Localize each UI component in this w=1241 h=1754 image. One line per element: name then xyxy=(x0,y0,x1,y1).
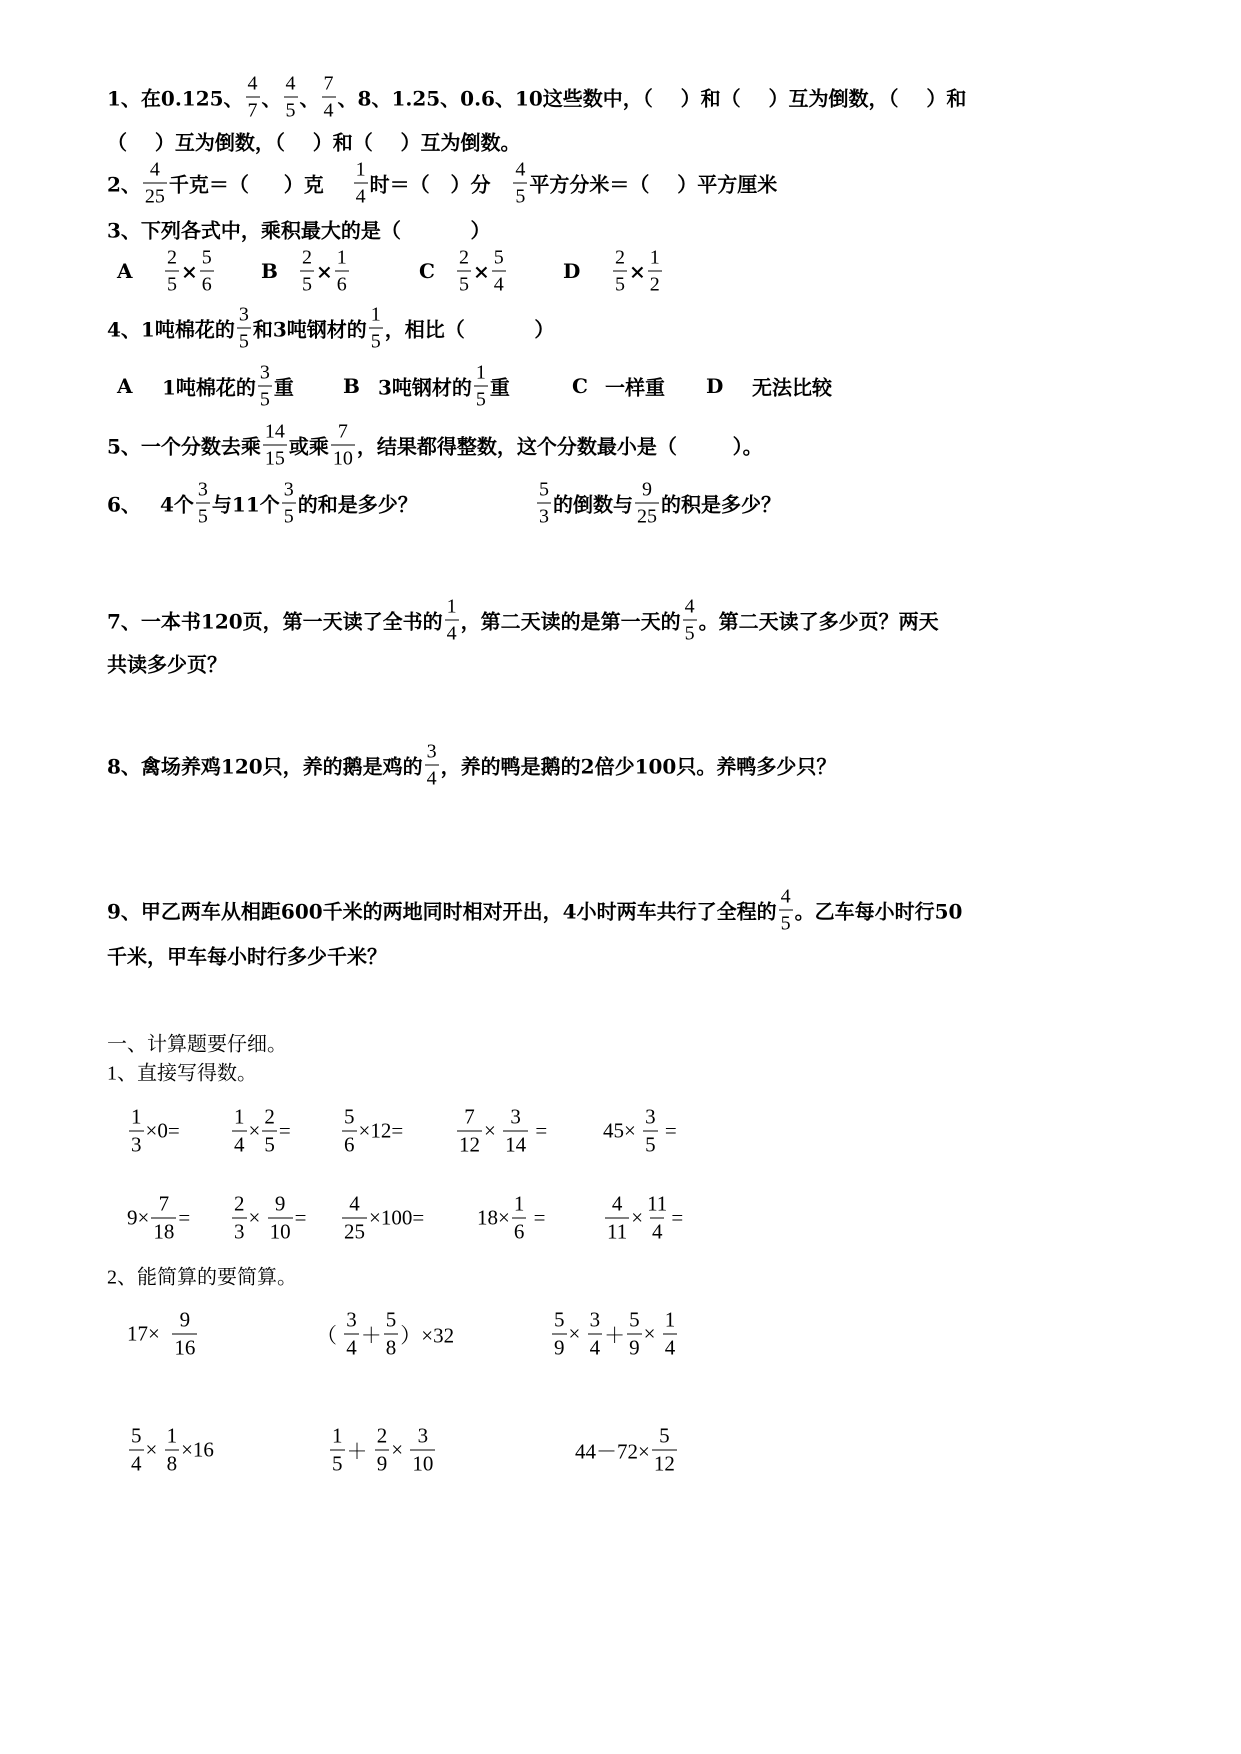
fraction xyxy=(588,1307,603,1360)
fraction xyxy=(605,1191,629,1244)
numerator: 4 xyxy=(611,1191,623,1216)
text-run: ）×32 xyxy=(400,1323,455,1347)
denominator: 5 xyxy=(457,271,471,295)
numerator: 2 xyxy=(167,246,177,269)
q6-item xyxy=(535,480,781,527)
numerator: 14 xyxy=(264,420,285,443)
text-run: 17× xyxy=(127,1321,171,1346)
text-run: × xyxy=(473,259,490,283)
q2 xyxy=(107,160,777,207)
text-run: 、8、1.25、0.6、10这些数中，（ ）和（ ）互为倒数，（ ）和 xyxy=(337,86,967,111)
q4-options-item xyxy=(572,374,588,398)
text-run: = xyxy=(530,1118,548,1143)
denominator: 5 xyxy=(332,1451,343,1476)
text-run: （ xyxy=(316,1323,343,1347)
numerator: 7 xyxy=(464,1104,475,1129)
text-run: 2、能简算的要简算。 xyxy=(107,1266,297,1289)
q3-options-item xyxy=(117,259,133,283)
q3-options-item xyxy=(611,248,664,295)
q4 xyxy=(107,305,554,352)
fraction xyxy=(779,887,793,934)
numerator: 1 xyxy=(355,158,366,181)
text-run: A xyxy=(117,259,133,283)
text-run: 或乘 xyxy=(288,434,329,459)
denominator: 4 xyxy=(346,1335,357,1360)
numerator: 5 xyxy=(493,246,504,269)
denominator: 4 xyxy=(664,1335,676,1360)
text-run: 9× xyxy=(127,1205,150,1230)
simplify-row-1-item xyxy=(127,1307,199,1360)
denominator: 5 xyxy=(613,271,627,295)
text-run: 7、一本书120页，第一天读了全书的 xyxy=(107,609,443,634)
numerator: 9 xyxy=(642,478,652,501)
fraction xyxy=(284,74,298,121)
numerator: 1 xyxy=(446,595,457,618)
text-run: 一样重 xyxy=(605,375,665,400)
q5 xyxy=(107,422,763,469)
denominator: 5 xyxy=(683,620,697,644)
numerator: 5 xyxy=(659,1423,670,1448)
numerator: 4 xyxy=(515,158,526,181)
numerator: 2 xyxy=(302,246,312,269)
numerator: 7 xyxy=(337,420,348,443)
denominator: 9 xyxy=(629,1335,640,1360)
text-run: × xyxy=(568,1321,586,1346)
numerator: 3 xyxy=(589,1307,601,1332)
q4-options-item xyxy=(605,372,665,401)
denominator: 5 xyxy=(237,328,251,352)
text-run: ×16 xyxy=(181,1437,214,1462)
q7-line1 xyxy=(107,597,939,644)
denominator: 3 xyxy=(131,1132,142,1157)
text-run: × xyxy=(631,1205,644,1230)
q7-line2 xyxy=(107,649,227,678)
text-run: × xyxy=(316,259,333,283)
denominator: 5 xyxy=(474,386,488,410)
q9-line2 xyxy=(107,941,387,970)
numerator: 4 xyxy=(349,1191,360,1216)
text-run: ×0= xyxy=(145,1118,180,1143)
fraction xyxy=(151,1191,176,1244)
numerator: 7 xyxy=(158,1191,170,1216)
numerator: 2 xyxy=(615,246,625,269)
denominator: 5 xyxy=(196,503,210,527)
text-run: 9、甲乙两车从相距600千米的两地同时相对开出，4小时两车共行了全程的 xyxy=(107,899,777,924)
fraction xyxy=(165,1423,180,1476)
numerator: 3 xyxy=(417,1423,429,1448)
q3-options-item xyxy=(563,259,580,283)
denominator: 8 xyxy=(385,1335,397,1360)
numerator: 1 xyxy=(131,1104,142,1129)
fraction xyxy=(384,1307,399,1360)
numerator: 3 xyxy=(346,1307,357,1332)
text-run: 1吨棉花的 xyxy=(162,375,256,400)
q3-options-item xyxy=(163,248,216,295)
denominator: 12 xyxy=(653,1451,675,1476)
text-run: ，结果都得整数，这个分数最小是（ ）。 xyxy=(356,434,763,459)
fraction xyxy=(513,160,527,207)
denominator: 4 xyxy=(131,1451,142,1476)
denominator: 12 xyxy=(459,1132,480,1157)
denominator: 8 xyxy=(166,1451,178,1476)
numerator: 5 xyxy=(131,1423,142,1448)
text-run: ＋ xyxy=(346,1439,373,1463)
numerator: 9 xyxy=(274,1191,286,1216)
numerator: 3 xyxy=(645,1104,656,1129)
fraction xyxy=(330,1423,345,1476)
fraction xyxy=(342,1191,367,1244)
numerator: 5 xyxy=(539,478,549,501)
q4-options-item xyxy=(378,363,510,410)
q3 xyxy=(107,215,491,244)
fraction xyxy=(344,1307,359,1360)
denominator: 25 xyxy=(344,1219,365,1244)
text-run: ×100= xyxy=(369,1205,425,1230)
fraction xyxy=(196,480,210,527)
text-run: 18× xyxy=(477,1205,510,1230)
q6-item xyxy=(107,489,141,518)
fraction xyxy=(129,1423,144,1476)
simplify-row-2-item xyxy=(575,1423,679,1476)
q4-options-item xyxy=(117,374,133,398)
q3-options-item xyxy=(261,259,278,283)
numerator: 1 xyxy=(370,303,381,326)
text-run: × xyxy=(248,1118,261,1143)
denominator: 5 xyxy=(645,1132,656,1157)
q3-options-item xyxy=(419,259,435,283)
text-run: × xyxy=(181,259,198,283)
q1-line1 xyxy=(107,74,966,121)
text-run: 、 xyxy=(261,86,282,111)
text-run: 重 xyxy=(489,375,510,400)
fraction xyxy=(512,1191,527,1244)
numerator: 3 xyxy=(259,361,270,384)
numerator: 9 xyxy=(179,1307,191,1332)
calc-row-1-item xyxy=(603,1104,677,1157)
fraction xyxy=(537,480,551,527)
numerator: 1 xyxy=(166,1423,178,1448)
denominator: 5 xyxy=(300,271,314,295)
text-run: 、 xyxy=(299,86,320,111)
fraction xyxy=(300,248,314,295)
text-run: D xyxy=(706,374,724,398)
q4-options-item xyxy=(752,372,832,401)
text-run: ＋ xyxy=(360,1323,382,1347)
text-run: ，相比（ ） xyxy=(384,317,555,342)
numerator: 1 xyxy=(475,361,486,384)
fraction xyxy=(552,1307,567,1360)
text-run: 5、一个分数去乘 xyxy=(107,434,261,459)
numerator: 4 xyxy=(247,72,258,95)
text-run: 共读多少页？ xyxy=(107,652,227,677)
denominator: 10 xyxy=(269,1219,291,1244)
sub1-heading xyxy=(107,1057,257,1086)
numerator: 5 xyxy=(201,246,212,269)
fraction xyxy=(268,1191,293,1244)
fraction xyxy=(129,1104,144,1157)
denominator: 5 xyxy=(165,271,179,295)
text-run: 的倒数与 xyxy=(553,492,633,517)
fraction xyxy=(232,1104,247,1157)
text-run: ×12= xyxy=(358,1118,404,1143)
text-run: ，第二天读的是第一天的 xyxy=(460,609,681,634)
calc-row-2-item xyxy=(340,1191,425,1244)
text-run: （ ）互为倒数，（ ）和（ ）互为倒数。 xyxy=(107,130,521,155)
numerator: 2 xyxy=(459,246,469,269)
denominator: 4 xyxy=(354,183,368,207)
fraction xyxy=(503,1104,528,1157)
q4-options-item xyxy=(162,363,294,410)
denominator: 6 xyxy=(513,1219,525,1244)
denominator: 5 xyxy=(264,1132,275,1157)
text-run: 的积是多少？ xyxy=(661,492,781,517)
denominator: 5 xyxy=(779,910,793,934)
calc-row-2-item xyxy=(127,1191,191,1244)
numerator: 2 xyxy=(376,1423,388,1448)
fraction xyxy=(232,1191,247,1244)
numerator: 3 xyxy=(238,303,249,326)
denominator: 18 xyxy=(153,1219,175,1244)
numerator: 11 xyxy=(647,1191,668,1216)
q1-line2 xyxy=(107,127,521,156)
denominator: 16 xyxy=(174,1335,196,1360)
text-run: A xyxy=(117,374,133,398)
q4-options-item xyxy=(343,374,360,398)
denominator: 4 xyxy=(445,620,459,644)
denominator: 10 xyxy=(412,1451,434,1476)
denominator: 6 xyxy=(344,1132,355,1157)
numerator: 3 xyxy=(510,1104,521,1129)
text-run: 千米，甲车每小时行多少千米？ xyxy=(107,944,387,969)
text-run: 2、 xyxy=(107,172,141,197)
text-run: ，养的鸭是鹅的2倍少100只。养鸭多少只？ xyxy=(440,754,837,779)
text-run: 1、直接写得数。 xyxy=(107,1062,257,1085)
denominator: 25 xyxy=(635,503,659,527)
denominator: 4 xyxy=(425,765,439,789)
denominator: 7 xyxy=(246,97,260,121)
text-run: B xyxy=(261,259,278,283)
fraction xyxy=(342,1104,357,1157)
calc-row-2-item xyxy=(477,1191,546,1244)
numerator: 1 xyxy=(513,1191,525,1216)
fraction xyxy=(445,597,459,644)
denominator: 10 xyxy=(331,445,355,469)
denominator: 4 xyxy=(322,97,336,121)
calc-row-2-item xyxy=(603,1191,684,1244)
denominator: 3 xyxy=(234,1219,245,1244)
denominator: 3 xyxy=(537,503,551,527)
text-run: 3、下列各式中，乘积最大的是（ ） xyxy=(107,218,491,243)
fraction xyxy=(172,1307,197,1360)
denominator: 9 xyxy=(376,1451,388,1476)
text-run: 和3吨钢材的 xyxy=(252,317,367,342)
fraction xyxy=(645,1191,669,1244)
text-run: × xyxy=(145,1437,163,1462)
denominator: 14 xyxy=(505,1132,527,1157)
numerator: 1 xyxy=(664,1307,676,1332)
text-run: 44－72× xyxy=(575,1439,650,1463)
denominator: 6 xyxy=(335,271,349,295)
denominator: 4 xyxy=(492,271,506,295)
q4-options-item xyxy=(706,374,723,398)
fraction xyxy=(246,74,260,121)
text-run: 时＝（ ）分 xyxy=(369,172,512,197)
numerator: 4 xyxy=(780,885,791,908)
text-run: 4、1吨棉花的 xyxy=(107,317,235,342)
text-run: 平方分米＝（ ）平方厘米 xyxy=(529,172,778,197)
text-run: × xyxy=(391,1437,409,1462)
text-run: 3吨钢材的 xyxy=(378,375,472,400)
text-run: D xyxy=(563,259,581,283)
numerator: 1 xyxy=(336,246,347,269)
text-run: ＋ xyxy=(604,1323,626,1347)
text-run: 45× xyxy=(603,1118,642,1143)
fraction xyxy=(354,160,368,207)
sub2-heading xyxy=(107,1261,297,1290)
text-run: 4个 xyxy=(160,492,194,517)
fraction xyxy=(282,480,296,527)
numerator: 5 xyxy=(344,1104,355,1129)
q3-options-item xyxy=(455,248,508,295)
numerator: 1 xyxy=(649,246,660,269)
denominator: 5 xyxy=(369,328,383,352)
fraction xyxy=(335,248,349,295)
fraction xyxy=(635,480,659,527)
text-run: = xyxy=(528,1205,546,1230)
fraction xyxy=(457,1104,482,1157)
calc-row-1-item xyxy=(127,1104,180,1157)
text-run: 1、在0.125、 xyxy=(107,86,244,111)
text-run: 。第二天读了多少页？两天 xyxy=(698,609,939,634)
fraction xyxy=(410,1423,435,1476)
denominator: 5 xyxy=(282,503,296,527)
numerator: 2 xyxy=(234,1191,245,1216)
numerator: 1 xyxy=(234,1104,245,1129)
denominator: 25 xyxy=(143,183,167,207)
text-run: 重 xyxy=(273,375,294,400)
fraction xyxy=(200,248,214,295)
calc-row-1-item xyxy=(455,1104,548,1157)
text-run: = xyxy=(659,1118,677,1143)
fraction xyxy=(237,305,251,352)
denominator: 6 xyxy=(200,271,214,295)
calc-row-2-item xyxy=(230,1191,307,1244)
text-run: 。乙车每小时行50 xyxy=(794,899,963,924)
text-run: 无法比较 xyxy=(752,375,832,400)
denominator: 4 xyxy=(234,1132,245,1157)
q6-item xyxy=(160,480,418,527)
simplify-row-2-item xyxy=(127,1423,214,1476)
numerator: 3 xyxy=(426,740,437,763)
text-run: 一、计算题要仔细。 xyxy=(107,1033,287,1056)
numerator: 4 xyxy=(285,72,296,95)
q9-line1 xyxy=(107,887,962,934)
fraction xyxy=(331,422,355,469)
fraction xyxy=(165,248,179,295)
numerator: 5 xyxy=(385,1307,397,1332)
text-run: C xyxy=(419,259,435,283)
text-run: = xyxy=(278,1118,291,1143)
text-run: × xyxy=(248,1205,266,1230)
text-run: 千克＝（ ）克 xyxy=(168,172,352,197)
denominator: 5 xyxy=(284,97,298,121)
denominator: 2 xyxy=(648,271,662,295)
numerator: 2 xyxy=(264,1104,275,1129)
text-run: = xyxy=(671,1205,684,1230)
denominator: 9 xyxy=(554,1335,565,1360)
fraction xyxy=(425,742,439,789)
denominator: 5 xyxy=(513,183,527,207)
numerator: 3 xyxy=(283,478,294,501)
fraction xyxy=(683,597,697,644)
text-run: = xyxy=(294,1205,307,1230)
fraction xyxy=(375,1423,390,1476)
denominator: 4 xyxy=(651,1219,663,1244)
text-run: 的和是多少？ xyxy=(297,492,418,517)
text-run: 6、 xyxy=(107,492,141,517)
simplify-row-1-item xyxy=(550,1307,679,1360)
text-run: × xyxy=(643,1321,661,1346)
fraction xyxy=(143,160,167,207)
numerator: 4 xyxy=(684,595,695,618)
denominator: 4 xyxy=(589,1335,601,1360)
numerator: 3 xyxy=(197,478,208,501)
section-heading xyxy=(107,1028,287,1057)
fraction xyxy=(262,1104,277,1157)
fraction xyxy=(369,305,383,352)
fraction xyxy=(613,248,627,295)
text-run: C xyxy=(572,374,588,398)
calc-row-1-item xyxy=(340,1104,404,1157)
numerator: 7 xyxy=(323,72,334,95)
numerator: 1 xyxy=(332,1423,343,1448)
text-run: = xyxy=(178,1205,191,1230)
fraction xyxy=(652,1423,677,1476)
fraction xyxy=(627,1307,642,1360)
denominator: 11 xyxy=(607,1219,628,1244)
text-run: × xyxy=(629,259,646,283)
fraction xyxy=(492,248,506,295)
q8 xyxy=(107,742,836,789)
numerator: 5 xyxy=(629,1307,640,1332)
denominator: 5 xyxy=(258,386,272,410)
text-run: 8、禽场养鸡120只，养的鹅是鸡的 xyxy=(107,754,423,779)
fraction xyxy=(648,248,662,295)
fraction xyxy=(258,363,272,410)
text-run: × xyxy=(484,1118,502,1143)
fraction xyxy=(474,363,488,410)
calc-row-1-item xyxy=(230,1104,291,1157)
simplify-row-2-item xyxy=(328,1423,437,1476)
numerator: 5 xyxy=(554,1307,565,1332)
q3-options-item xyxy=(298,248,351,295)
fraction xyxy=(663,1307,678,1360)
numerator: 4 xyxy=(149,158,160,181)
denominator: 15 xyxy=(263,445,287,469)
fraction xyxy=(457,248,471,295)
simplify-row-1-item xyxy=(316,1307,455,1360)
text-run: B xyxy=(343,374,360,398)
fraction xyxy=(322,74,336,121)
fraction xyxy=(263,422,287,469)
text-run: 与11个 xyxy=(211,492,280,517)
fraction xyxy=(643,1104,658,1157)
